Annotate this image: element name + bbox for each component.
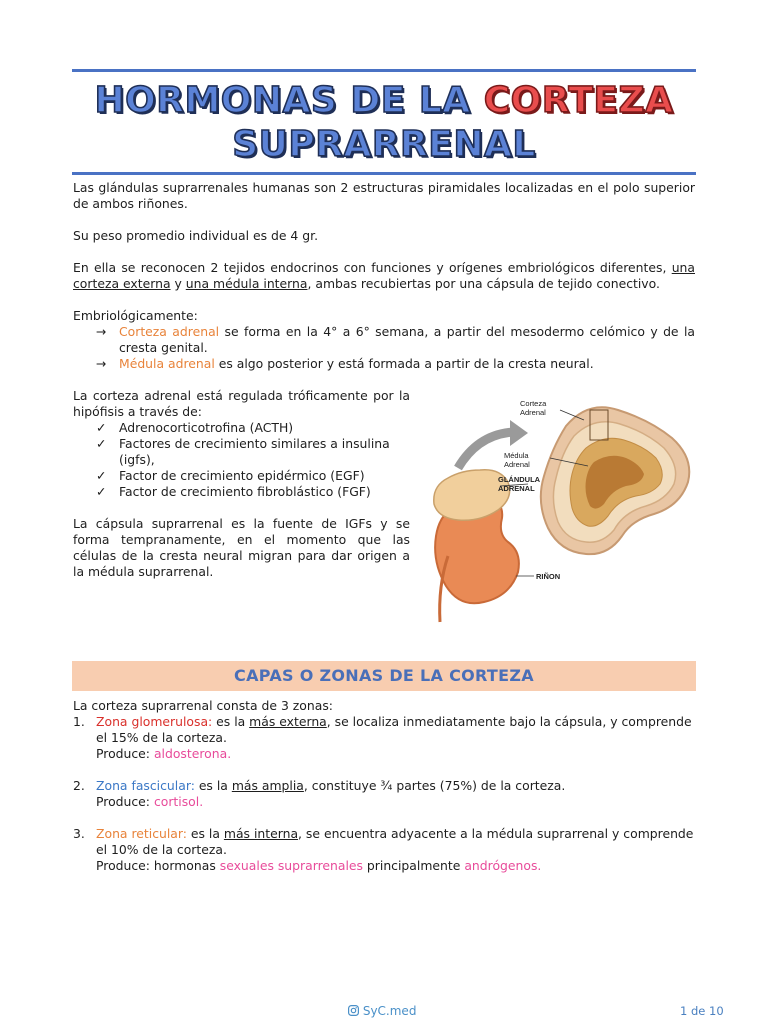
intro-paragraph-1: Las glándulas suprarrenales humanas son 2 estructuras piramidales localizadas en el polo superior de ambos riñones. <box>73 180 695 211</box>
checkmark-icon: ✓ <box>96 468 107 483</box>
check-item-label: Factor de crecimiento epidérmico (EGF) <box>119 468 365 483</box>
embryo-heading: Embriológicamente: <box>73 308 198 323</box>
zone-name: Zona glomerulosa: <box>96 714 213 729</box>
footer-brand[interactable] <box>348 1004 416 1018</box>
zone-number: 2. <box>73 778 85 793</box>
check-item-label: Adrenocorticotrofina (ACTH) <box>119 420 294 435</box>
zone-text: principalmente <box>362 858 465 873</box>
zones-intro: La corteza suprarrenal consta de 3 zonas: <box>73 698 333 713</box>
title-part-2: CORTEZA <box>483 80 674 121</box>
checkmark-icon: ✓ <box>96 436 107 451</box>
zone-item-1 <box>73 714 695 762</box>
page-number: 1 de 10 <box>680 1004 724 1018</box>
check-item-4 <box>96 484 410 500</box>
arrow-right-icon: → <box>96 356 107 371</box>
label-medula: Médula <box>504 451 529 460</box>
zone-name: Zona fascicular: <box>96 778 195 793</box>
zone-name: Zona reticular: <box>96 826 187 841</box>
embryo-item-1 <box>96 324 695 356</box>
check-item-3 <box>96 468 410 484</box>
section-heading-band <box>72 661 696 691</box>
embryo-item-2 <box>96 356 695 372</box>
label-adrenal: Adrenal <box>520 408 546 417</box>
zone-number: 1. <box>73 714 85 729</box>
zone-text: es la <box>212 714 250 729</box>
zone-product: sexuales suprarrenales <box>219 858 363 873</box>
capsule-paragraph: La cápsula suprarrenal es la fuente de IGFs y se forma tempranamente, en el momento que las células de la cresta neural migran para dar origen a la médula suprarrenal. <box>73 516 410 579</box>
p3-underline-2: una médula interna <box>185 276 308 291</box>
zone-underline: más amplia <box>231 778 304 793</box>
label-medula-adrenal: Adrenal <box>504 460 530 469</box>
p3-text-a: En ella se reconocen 2 tejidos endocrinos con funciones y orígenes embriológicos diferentes, <box>73 260 672 275</box>
embryo-text-1: se forma en la 4° a 6° semana, a partir del mesodermo celómico y de la cresta genital. <box>119 324 695 355</box>
regulation-intro: La corteza adrenal está regulada tróficamente por la hipófisis a través de: <box>73 388 410 419</box>
p3-text-b: y <box>170 276 186 291</box>
brand-name: SyC.med <box>362 1004 417 1018</box>
checkmark-icon: ✓ <box>96 484 107 499</box>
title-bottom-rule <box>72 172 696 175</box>
intro-paragraph-2: Su peso promedio individual es de 4 gr. <box>73 228 319 243</box>
top-rule <box>72 69 696 72</box>
zone-underline: más interna <box>223 826 299 841</box>
zone-item-3 <box>73 826 695 874</box>
embryo-term-1: Corteza adrenal <box>119 324 220 339</box>
title-part-3: SUPRARRENAL <box>232 124 536 165</box>
zone-number: 3. <box>73 826 85 841</box>
zone-text: , se encuentra adyacente a la médula suprarrenal y comprende el 10% de la corteza. <box>96 826 694 857</box>
check-item-label: Factores de crecimiento similares a insulina (igfs), <box>119 436 390 467</box>
zone-text: es la <box>186 826 224 841</box>
zone-text: es la <box>194 778 232 793</box>
page-title-line2 <box>72 124 696 166</box>
instagram-icon <box>348 1005 359 1016</box>
checkmark-icon: ✓ <box>96 420 107 435</box>
check-item-label: Factor de crecimiento fibroblástico (FGF) <box>119 484 371 499</box>
intro-paragraph-3 <box>73 260 695 292</box>
produce-label: Produce: <box>96 794 154 809</box>
embryo-term-2: Médula adrenal <box>119 356 215 371</box>
title-part-1: HORMONAS DE LA <box>94 80 484 121</box>
label-glandula-adrenal: ADRENAL <box>498 484 535 493</box>
section-heading: CAPAS O ZONAS DE LA CORTEZA <box>234 666 534 685</box>
check-item-1 <box>96 420 410 436</box>
p3-text-c: , ambas recubiertas por una cápsula de tejido conectivo. <box>307 276 660 291</box>
embryo-text-2: es algo posterior y está formada a partir de la cresta neural. <box>214 356 594 371</box>
label-corteza: Corteza <box>520 399 547 408</box>
adrenal-gland-illustration <box>418 386 696 630</box>
zone-product: aldosterona. <box>153 746 232 761</box>
curved-arrow-head <box>510 420 528 446</box>
check-item-2 <box>96 436 410 468</box>
produce-label: Produce: hormonas <box>96 858 220 873</box>
page-title-line1 <box>72 80 696 122</box>
zone-product: andrógenos. <box>464 858 542 873</box>
produce-label: Produce: <box>96 746 154 761</box>
zone-text: , constituye ¾ partes (75%) de la corteza. <box>303 778 566 793</box>
arrow-right-icon: → <box>96 324 107 339</box>
zone-underline: más externa <box>249 714 327 729</box>
zone-item-2 <box>73 778 695 810</box>
p3-underline-1: una corteza externa <box>73 260 695 291</box>
zone-text: , se localiza inmediatamente bajo la cápsula, y comprende el 15% de la corteza. <box>96 714 692 745</box>
label-rinon: RIÑON <box>536 572 561 581</box>
label-glandula: GLÁNDULA <box>498 475 541 484</box>
zone-product: cortisol. <box>153 794 204 809</box>
